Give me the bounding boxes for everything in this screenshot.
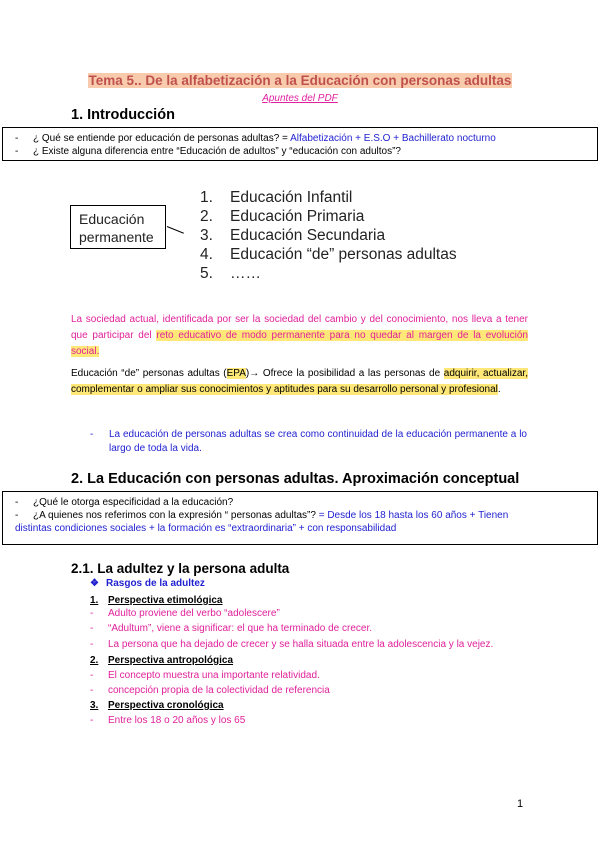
question-row: - ¿ Existe alguna diferencia entre “Educación de adultos” y “educación con adultos”? <box>15 146 401 157</box>
paragraph-epa: Educación “de” personas adultas (EPA)→ Ofrece la posibilidad a las personas de adquirir, actualizar, complementar o ampliar sus conocimientos y aptitudes para su desarrollo personal y profesional. <box>71 368 528 395</box>
connector-line <box>167 226 184 234</box>
educacion-permanente-box: Educación permanente <box>70 205 166 249</box>
perspective-heading: 2. Perspectiva antropológica <box>90 655 234 666</box>
document-title: Tema 5.. De la alfabetización a la Educación con personas adultas <box>88 73 512 88</box>
question-row: - ¿Qué le otorga especificidad a la educación? <box>15 497 234 508</box>
document-subtitle: Apuntes del PDF <box>262 93 338 104</box>
section1-questions-box <box>2 127 598 161</box>
list-item: 4. Educación “de” personas adultas <box>200 246 457 263</box>
page-number: 1 <box>517 798 524 810</box>
paragraph-sociedad: La sociedad actual, identificada por ser la sociedad del cambio y del conocimiento, nos lleva a tener que participar del reto educativo de modo permanente para no quedar al margen de la evolución social. <box>71 314 528 357</box>
list-item: 3. Educación Secundaria <box>200 227 386 244</box>
list-item: - Entre los 18 o 20 años y los 65 <box>90 715 246 726</box>
list-item: - concepción propia de la colectividad de referencia <box>90 685 330 696</box>
list-item: - La persona que ha dejado de crecer y se halla situada entre la adolescencia y la vejez. <box>90 639 494 650</box>
list-item: - Adulto proviene del verbo “adolescere” <box>90 608 280 619</box>
list-item: 1. Educación Infantil <box>200 189 353 206</box>
list-item: - El concepto muestra una importante relatividad. <box>90 670 320 681</box>
section2-questions-box <box>2 491 598 545</box>
rasgos-heading: ❖ Rasgos de la adultez <box>90 578 205 589</box>
list-item: 2. Educación Primaria <box>200 208 365 225</box>
question-row: - ¿A quienes nos referimos con la expresión “ personas adultas”? = Desde los 18 hasta los 60 años + Tienen <box>15 510 509 521</box>
section21-heading: 2.1. La adultez y la persona adulta <box>71 561 290 576</box>
diamond-bullet-icon: ❖ <box>90 578 99 589</box>
perspective-heading: 3. Perspectiva cronológica <box>90 700 224 711</box>
perspective-heading: 1. Perspectiva etimológica <box>90 595 223 606</box>
list-item: 5. …… <box>200 265 261 282</box>
question-row: - ¿ Qué se entiende por educación de personas adultas? = Alfabetización + E.S.O + Bachillerato nocturno <box>15 133 496 144</box>
section2-heading: 2. La Educación con personas adultas. Aproximación conceptual <box>71 471 520 487</box>
perspectives-list <box>90 594 530 727</box>
education-levels-list <box>200 189 457 284</box>
list-item: - “Adultum”, viene a significar: el que ha terminado de crecer. <box>90 623 373 634</box>
question-row-continuation: distintas condiciones sociales + la formación es “extraordinaria” + con responsabilidad <box>15 523 397 534</box>
bullet-continuidad: - La educación de personas adultas se crea como continuidad de la educación permanente a lo largo de toda la vida. <box>90 429 527 454</box>
section1-heading: 1. Introducción <box>71 107 175 123</box>
